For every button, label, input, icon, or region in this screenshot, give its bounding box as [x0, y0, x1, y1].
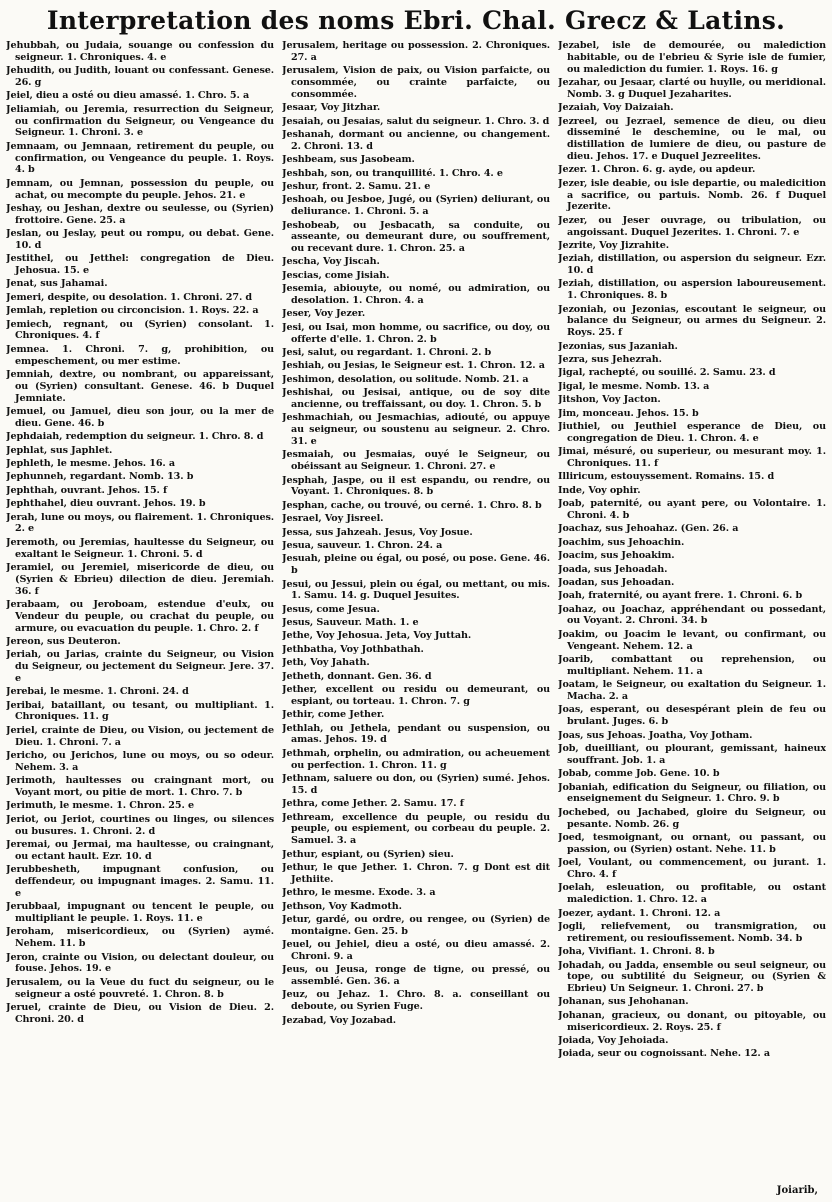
- dictionary-entry: Jessa, sus Jahzeah. Jesus, Voy Josue.: [282, 526, 473, 538]
- dictionary-entry: Joakim, ou Joacim le levant, ou confirmant, ou Vengeant. Nehem. 12. a: [558, 628, 826, 652]
- dictionary-entry: Jethur, le que Jether. 1. Chron. 7. g Dont est dit Jethiite.: [282, 861, 550, 885]
- dictionary-entry: Jetheth, donnant. Gen. 36. d: [282, 670, 432, 682]
- dictionary-entry: Joahaz, ou Joachaz, appréhendant ou possedant, ou Voyant. 2. Chroni. 34. b: [558, 603, 826, 627]
- dictionary-entry: Jesi, ou Isai, mon homme, ou sacrifice, ou doy, ou offerte d'elle. 1. Chron. 2. b: [282, 321, 550, 345]
- dictionary-entry: Jericho, ou Jerichos, lune ou moys, ou so odeur. Nehem. 3. a: [6, 750, 274, 773]
- dictionary-entry: Jeziah, distillation, ou aspersion laboureusement. 1. Chroniques. 8. b: [558, 278, 826, 302]
- dictionary-entry: Jitshon, Voy Jacton.: [558, 394, 661, 406]
- dictionary-entry: Jeshobeab, ou Jesbacath, sa conduite, ou asseante, ou demeurant dure, ou souffrement, ou recevant dure. 1. Chron. 25. a: [282, 219, 550, 255]
- dictionary-entry: Illiricum, estouyssement. Romains. 15. d: [558, 471, 775, 483]
- dictionary-entry: Jezer, ou Jeser ouvrage, ou tribulation, ou angoissant. Duquel Jezerites. 1. Chroni. 7. e: [558, 214, 826, 238]
- dictionary-entry: Jethe, Voy Jehosua. Jeta, Voy Juttah.: [282, 630, 472, 642]
- dictionary-entry: Joab, paternité, ou ayant pere, ou Volontaire. 1. Chroni. 4. b: [558, 498, 826, 521]
- dictionary-entry: Jeshimon, desolation, ou solitude. Nomb. 21. a: [282, 373, 529, 385]
- dictionary-entry: Jephthah, ouvrant. Jehos. 15. f: [6, 484, 168, 496]
- dictionary-entry: Jeslan, ou Jeslay, peut ou rompu, ou debat. Gene. 10. d: [6, 228, 274, 251]
- dictionary-entry: Jobaniah, edification du Seigneur, ou filiation, ou enseignement du Seigneur. 1. Chro. 9. b: [558, 781, 826, 805]
- dictionary-entry: Jethlah, ou Jethela, pendant ou suspension, ou amas. Jehos. 19. d: [282, 722, 550, 746]
- dictionary-entry: Jephdaiah, redemption du seigneur. 1. Chro. 8. d: [6, 431, 264, 443]
- dictionary-entry: Jesus, Sauveur. Math. 1. e: [282, 617, 419, 629]
- dictionary-entry: Jethmah, orphelin, ou admiration, ou acheuement ou perfection. 1. Chron. 11. g: [282, 747, 550, 771]
- dictionary-entry: Inde, Voy ophir.: [558, 484, 641, 496]
- dictionary-entry: Jeliamiah, ou Jeremia, resurrection du Seigneur, ou confirmation du Seigneur, ou Vengeance du Seigneur. 1. Chroni. 3. e: [6, 103, 274, 139]
- dictionary-entry: Jeus, ou Jeusa, ronge de tigne, ou pressé, ou assemblé. Gen. 36. a: [282, 964, 550, 988]
- dictionary-entry: Jerebai, le mesme. 1. Chroni. 24. d: [6, 686, 189, 698]
- dictionary-entry: Jesua, sauveur. 1. Chron. 24. a: [282, 539, 443, 551]
- dictionary-entry: Jeramiel, ou Jeremiel, misericorde de dieu, ou (Syrien & Ebrieu) dilection de dieu. Jeremiah. 36. f: [6, 561, 274, 597]
- dictionary-entry: Jephlat, sus Japhlet.: [6, 444, 113, 456]
- dictionary-entry: Jehubbah, ou Judaia, souange ou confession du seigneur. 1. Chroniques. 4. e: [6, 40, 274, 63]
- dictionary-entry: Joadan, sus Jehoadan.: [558, 576, 675, 588]
- dictionary-entry: Jeziah, distillation, ou aspersion du seigneur. Ezr. 10. d: [558, 253, 826, 277]
- column-3: [558, 40, 826, 1182]
- dictionary-entry: Jemniah, dextre, ou nombrant, ou appareissant, ou (Syrien) consultant. Genese. 46. b Duquel Jemniate.: [6, 369, 274, 404]
- dictionary-entry: Jeiel, dieu a osté ou dieu amassé. 1. Chro. 5. a: [6, 90, 250, 102]
- dictionary-entry: Jezabel, isle de demourée, ou malediction habitable, ou de l'ebrieu & Syrie isle de fumier, ou malediction du fumier. 1. Roys. 16. g: [558, 40, 826, 75]
- dictionary-entry: Jeshay, ou Jeshan, dextre ou seulesse, ou (Syrien) frottoire. Gene. 25. a: [6, 202, 274, 226]
- catchword: Joiarib,: [776, 1185, 818, 1196]
- dictionary-entry: Johanan, gracieux, ou donant, ou pitoyable, ou misericordieux. 2. Roys. 25. f: [558, 1009, 826, 1033]
- columns-container: [6, 40, 826, 1182]
- dictionary-entry: Joed, tesmoignant, ou ornant, ou passant, ou passion, ou (Syrien) ostant. Nehe. 11. b: [558, 831, 826, 855]
- dictionary-entry: Jerusalem, ou la Veue du fuct du seigneur, ou le seigneur a osté pouvreté. 1. Chron. 8. b: [6, 976, 274, 1000]
- dictionary-entry: Jeremoth, ou Jeremias, haultesse du Seigneur, ou exaltant le Seigneur. 1. Chroni. 5. d: [6, 536, 274, 560]
- dictionary-entry: Jephleth, le mesme. Jehos. 16. a: [6, 457, 175, 469]
- dictionary-entry: Jesrael, Voy Jisreel.: [282, 513, 384, 525]
- dictionary-entry: Jethnam, saluere ou don, ou (Syrien) sumé. Jehos. 15. d: [282, 772, 550, 796]
- dictionary-entry: Jeshbah, son, ou tranquillité. 1. Chro. 4. e: [282, 167, 503, 179]
- dictionary-entry: Jerah, lune ou moys, ou flairement. 1. Chroniques. 2. e: [6, 511, 274, 535]
- dictionary-entry: Jobab, comme Job. Gene. 10. b: [558, 768, 720, 780]
- dictionary-entry: Jeshmachiah, ou Jesmachias, adiouté, ou appuye au seigneur, ou soustenu au seigneur. 2. Chro. 31. e: [282, 412, 550, 447]
- dictionary-entry: Jeroham, misericordieux, ou (Syrien) aymé. Nehem. 11. b: [6, 926, 274, 950]
- dictionary-entry: Jeriel, crainte de Dieu, ou Vision, ou jectement de Dieu. 1. Chroni. 7. a: [6, 724, 274, 748]
- dictionary-entry: Jeriah, ou Jarias, crainte du Seigneur, ou Vision du Seigneur, ou jectement du Seigneur. Jere. 37. e: [6, 649, 274, 684]
- dictionary-entry: Jereon, sus Deuteron.: [6, 635, 121, 647]
- dictionary-entry: Joachim, sus Jehoachin.: [558, 536, 685, 548]
- dictionary-entry: Jerabaam, ou Jeroboam, estendue d'eulx, ou Vendeur du peuple, ou crachat du peuple, ou armure, ou evacuation du peuple. 1. Chro. 2. f: [6, 598, 274, 634]
- dictionary-entry: Jethur, espiant, ou (Syrien) sieu.: [282, 848, 454, 860]
- dictionary-entry: Jim, monceau. Jehos. 15. b: [558, 407, 699, 419]
- dictionary-entry: Jezra, sus Jehezrah.: [558, 354, 662, 366]
- dictionary-entry: Jesphah, Jaspe, ou il est espandu, ou rendre, ou Voyant. 1. Chroniques. 8. b: [282, 474, 550, 498]
- dictionary-entry: Jezaiah, Voy Daizaiah.: [558, 102, 674, 114]
- dictionary-entry: Jeruel, crainte de Dieu, ou Vision de Dieu. 2. Chroni. 20. d: [6, 1001, 274, 1025]
- dictionary-entry: Jeriot, ou Jeriot, courtines ou linges, ou silences ou busures. 1. Chroni. 2. d: [6, 813, 274, 837]
- dictionary-entry: Jehudith, ou Judith, louant ou confessant. Genese. 26. g: [6, 65, 274, 88]
- dictionary-entry: Jigal, le mesme. Nomb. 13. a: [558, 380, 710, 392]
- dictionary-entry: Joha, Vivifiant. 1. Chroni. 8. b: [558, 946, 715, 958]
- dictionary-entry: Jeremai, ou Jermai, ma haultesse, ou craingnant, ou ectant hault. Ezr. 10. d: [6, 838, 274, 862]
- dictionary-entry: Joada, sus Jehoadah.: [558, 563, 668, 575]
- dictionary-entry: Jephunneh, regardant. Nomb. 13. b: [6, 471, 194, 483]
- dictionary-entry: Joiada, Voy Jehoiada.: [558, 1035, 669, 1047]
- column-2: [282, 40, 550, 1182]
- dictionary-entry: Joarib, combattant ou reprehension, ou multipliant. Nehem. 11. a: [558, 654, 826, 677]
- dictionary-entry: Jeshiah, ou Jesias, le Seigneur est. 1. Chron. 12. a: [282, 360, 545, 372]
- dictionary-entry: Jerusalem, Vision de paix, ou Vision parfaicte, ou consommée, ou crainte parfaicte, ou consommée.: [282, 65, 550, 100]
- dictionary-entry: Jeshishai, ou Jesisai, antique, ou de soy dite ancienne, ou treffaissant, ou doy. 1. Chron. 5. b: [282, 387, 550, 410]
- dictionary-entry: Jimai, mésuré, ou superieur, ou mesurant moy. 1. Chroniques. 11. f: [558, 446, 826, 469]
- dictionary-entry: Joelah, esleuation, ou profitable, ou ostant malediction. 1. Chro. 12. a: [558, 882, 826, 906]
- dictionary-entry: Jezreel, ou Jezrael, semence de dieu, ou dieu disseminé le deschemine, ou le mal, ou distillation de lumiere de dieu, ou pasture de dieu. Jehos. 17. e Duquel Jezreelites.: [558, 115, 826, 162]
- dictionary-entry: Jezonias, sus Jazaniah.: [558, 340, 678, 352]
- dictionary-entry: Johanan, sus Jehohanan.: [558, 996, 689, 1008]
- dictionary-entry: Jochebed, ou Jachabed, gloire du Seigneur, ou pesante. Nomb. 26. g: [558, 806, 826, 830]
- dictionary-entry: Jezer. 1. Chron. 6. g. ayde, ou apdeur.: [558, 164, 756, 176]
- dictionary-entry: Jephthahel, dieu ouvrant. Jehos. 19. b: [6, 498, 206, 510]
- dictionary-entry: Joiada, seur ou cognoissant. Nehe. 12. a: [558, 1048, 770, 1060]
- dictionary-entry: Jemlah, repletion ou circoncision. 1. Roys. 22. a: [6, 305, 259, 317]
- dictionary-entry: Jemeri, despite, ou desolation. 1. Chroni. 27. d: [6, 291, 253, 303]
- dictionary-entry: Jesuah, pleine ou égal, ou posé, ou pose. Gene. 46. b: [282, 553, 550, 577]
- dictionary-entry: Jeshbeam, sus Jasobeam.: [282, 154, 415, 166]
- dictionary-entry: Jeshanah, dormant ou ancienne, ou changement. 2. Chroni. 13. d: [282, 128, 550, 152]
- dictionary-entry: Jeribai, bataillant, ou tesant, ou multipliant. 1. Chroniques. 11. g: [6, 699, 274, 723]
- dictionary-entry: Jerubbaal, impugnant ou tencent le peuple, ou multipliant le peuple. 1. Roys. 11. e: [6, 901, 274, 924]
- dictionary-entry: Jesmaiah, ou Jesmaias, ouyé le Seigneur, ou obéissant au Seigneur. 1. Chroni. 27. e: [282, 449, 550, 473]
- dictionary-entry: Jethro, le mesme. Exode. 3. a: [282, 887, 436, 899]
- dictionary-entry: Jesi, salut, ou regardant. 1. Chroni. 2. b: [282, 347, 492, 359]
- dictionary-entry: Jethir, come Jether.: [282, 709, 385, 721]
- dictionary-entry: Johadah, ou Jadda, ensemble ou seul seigneur, ou tope, ou subtilité du Seigneur, ou (Syrien & Ebrieu) Un Seigneur. 1. Chroni. 27. b: [558, 959, 826, 995]
- dictionary-entry: Jethson, Voy Kadmoth.: [282, 900, 402, 912]
- dictionary-entry: Jezer, isle deabie, ou isle departie, ou maledicition a sacrifice, ou partuis. Nomb. 26. f Duquel Jezerite.: [558, 177, 826, 213]
- dictionary-entry: Jenat, sus Jahamai.: [6, 278, 108, 290]
- page-title: Interpretation des noms Ebri. Chal. Grecz & Latins.: [46, 6, 786, 35]
- dictionary-entry: Jemnam, ou Jemnan, possession du peuple, ou achat, ou mecompte du peuple. Jehos. 21. e: [6, 177, 274, 201]
- dictionary-entry: Jesus, come Jesua.: [282, 603, 380, 615]
- dictionary-entry: Jesemia, abiouyte, ou nomé, ou admiration, ou desolation. 1. Chron. 4. a: [282, 283, 550, 307]
- dictionary-entry: Jeuz, ou Jehaz. 1. Chro. 8. a. conseillant ou deboute, ou Syrien Fuge.: [282, 989, 550, 1013]
- dictionary-entry: Jeshoah, ou Jesboe, Jugé, ou (Syrien) deliurant, ou deliurance. 1. Chroni. 5. a: [282, 194, 550, 218]
- dictionary-entry: Joacim, sus Jehoakim.: [558, 550, 675, 562]
- dictionary-entry: Jesaiah, ou Jesaias, salut du seigneur. 1. Chro. 3. d: [282, 115, 550, 127]
- dictionary-entry: Jether, excellent ou residu ou demeurant, ou espiant, ou torteau. 1. Chron. 7. g: [282, 684, 550, 707]
- dictionary-entry: Jethbatha, Voy Jothbathah.: [282, 643, 424, 655]
- dictionary-entry: Jezoniah, ou Jezonias, escoutant le seigneur, ou balance du Seigneur, ou armes du Seigneur. 2. Roys. 25. f: [558, 303, 826, 339]
- dictionary-entry: Jeuel, ou Jehiel, dieu a osté, ou dieu amassé. 2. Chroni. 9. a: [282, 939, 550, 962]
- dictionary-entry: Jerubbesheth, impugnant confusion, ou deffendeur, ou impugnant images. 2. Samu. 11. e: [6, 864, 274, 899]
- column-1: [6, 40, 274, 1182]
- dictionary-entry: Jeser, Voy Jezer.: [282, 308, 366, 320]
- dictionary-entry: Jeshur, front. 2. Samu. 21. e: [282, 180, 431, 192]
- dictionary-entry: Joas, sus Jehoas. Joatha, Voy Jotham.: [558, 729, 753, 741]
- dictionary-entry: Jemuel, ou Jamuel, dieu son jour, ou la mer de dieu. Gene. 46. b: [6, 406, 274, 429]
- dictionary-entry: Jesui, ou Jessui, plein ou égal, ou mettant, ou mis. 1. Samu. 14. g. Duquel Jesuites.: [282, 578, 550, 602]
- dictionary-entry: Jerusalem, heritage ou possession. 2. Chroniques. 27. a: [282, 40, 550, 63]
- dictionary-entry: Jesphan, cache, ou trouvé, ou cerné. 1. Chro. 8. b: [282, 499, 542, 511]
- dictionary-entry: Joatam, le Seigneur, ou exaltation du Seigneur. 1. Macha. 2. a: [558, 679, 826, 703]
- dictionary-entry: Jesaar, Voy Jitzhar.: [282, 102, 381, 114]
- dictionary-entry: Jeron, crainte ou Vision, ou delectant douleur, ou fouse. Jehos. 19. e: [6, 951, 274, 975]
- dictionary-entry: Jigal, rachepté, ou souillé. 2. Samu. 23. d: [558, 367, 776, 379]
- dictionary-entry: Jemnaam, ou Jemnaan, retirement du peuple, ou confirmation, ou Vengeance du peuple. 1. Roys. 4. b: [6, 140, 274, 176]
- dictionary-entry: Jerimuth, le mesme. 1. Chron. 25. e: [6, 800, 194, 812]
- dictionary-entry: Jezrite, Voy Jizrahite.: [558, 239, 669, 251]
- dictionary-entry: Jogli, reliefvement, ou transmigration, ou retirement, ou resioufissement. Nomb. 34. b: [558, 920, 826, 944]
- dictionary-entry: Jeth, Voy Jahath.: [282, 657, 370, 669]
- dictionary-entry: Jestithel, ou Jetthel: congregation de Dieu. Jehosua. 15. e: [6, 253, 274, 277]
- dictionary-entry: Jescha, Voy Jiscah.: [282, 256, 380, 268]
- dictionary-entry: Jerimoth, haultesses ou craingnant mort, ou Voyant mort, ou pitie de mort. 1. Chro. 7. b: [6, 775, 274, 799]
- dictionary-entry: Joachaz, sus Jehoahaz. (Gen. 26. a: [558, 523, 739, 535]
- dictionary-entry: Jemnea. 1. Chroni. 7. g, prohibition, ou empeschement, ou mer estime.: [6, 343, 274, 367]
- dictionary-entry: Job, dueilliant, ou plourant, gemissant, haineux souffrant. Job. 1. a: [558, 743, 826, 766]
- dictionary-entry: Joah, fraternité, ou ayant frere. 1. Chroni. 6. b: [558, 590, 803, 602]
- dictionary-entry: Jetur, gardé, ou ordre, ou rengee, ou (Syrien) de montaigne. Gen. 25. b: [282, 913, 550, 937]
- dictionary-entry: Joas, esperant, ou desespérant plein de feu ou brulant. Juges. 6. b: [558, 704, 826, 728]
- dictionary-entry: Jezahar, ou Jesaar, clarté ou huylle, ou meridional. Nomb. 3. g Duquel Jezaharites.: [558, 76, 826, 100]
- dictionary-entry: Jethream, excellence du peuple, ou residu du peuple, ou espiement, ou corbeau du peuple. 2. Samuel. 3. a: [282, 811, 550, 847]
- dictionary-entry: Jezabad, Voy Jozabad.: [282, 1014, 396, 1026]
- dictionary-entry: Joezer, aydant. 1. Chroni. 12. a: [558, 907, 721, 919]
- dictionary-entry: Jiuthiel, ou Jeuthiel esperance de Dieu, ou congregation de Dieu. 1. Chron. 4. e: [558, 421, 826, 444]
- dictionary-entry: Jescias, come Jisiah.: [282, 269, 390, 281]
- dictionary-entry: Jethra, come Jether. 2. Samu. 17. f: [282, 798, 464, 810]
- dictionary-entry: Jemiech, regnant, ou (Syrien) consolant. 1. Chroniques. 4. f: [6, 318, 274, 342]
- dictionary-entry: Joel, Voulant, ou commencement, ou jurant. 1. Chro. 4. f: [558, 857, 826, 880]
